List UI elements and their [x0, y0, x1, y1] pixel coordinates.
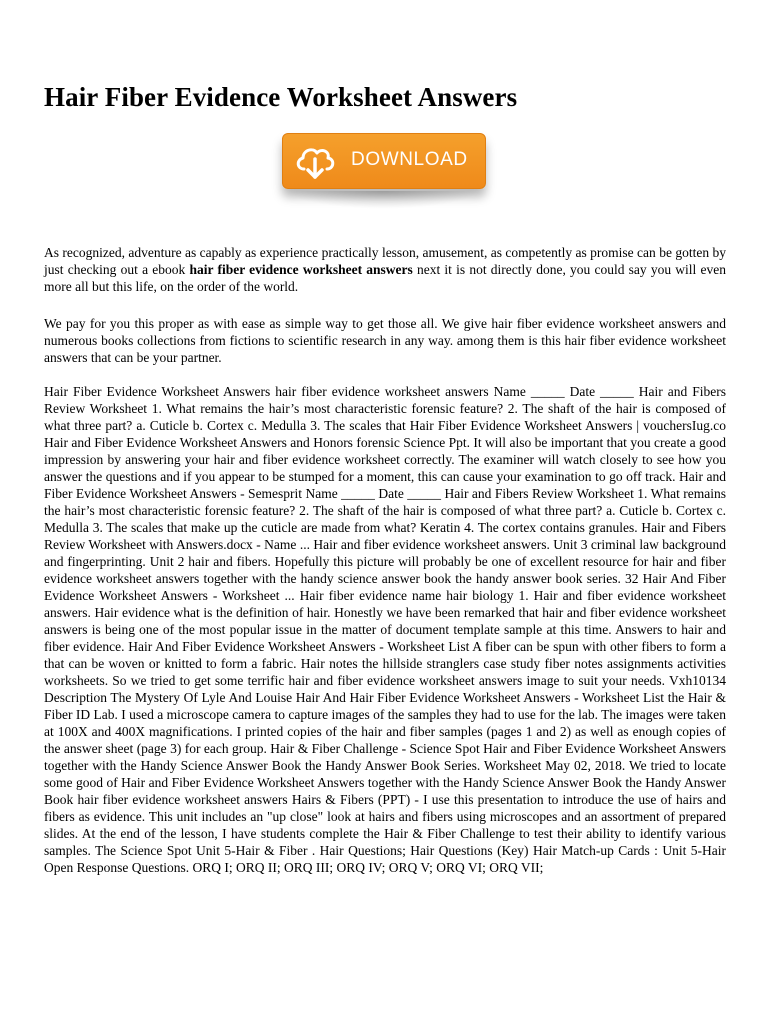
second-paragraph: We pay for you this proper as with ease as simple way to get those all. We give hair fiber evidence worksheet answers and numerous books collections from fictions to scientific research in any way. among them is this hair fiber evidence worksheet answers that can be your partner.: [44, 316, 726, 365]
body-paragraph: Hair Fiber Evidence Worksheet Answers hair fiber evidence worksheet answers Name _____ Date _____ Hair and Fibers Review Worksheet 1. What remains the hair’s most characteristic forensic feature? 2. The shaft of the hair is composed of what three part? a. Cuticle b. Cortex c. Medulla 3. The scales that Hair Fiber Evidence Worksheet Answers | vouchersIug.co Hair and Fiber Evidence Worksheet Answers and Honors forensic Science Ppt. It will also be important that you create a good impression by answering your hair and fiber evidence worksheet correctly. The examiner will watch closely to see how you answer the questions and if you appear to be stumped for a moment, this can cause your examination to go off track. Hair and Fiber Evidence Worksheet Answers - Semesprit Name _____ Date _____ Hair and Fibers Review Worksheet 1. What remains the hair’s most characteristic forensic feature? 2. The shaft of the hair is composed of what three part? a. Cuticle b. Cortex c. Medulla 3. The scales that make up the cuticle are made from what? Keratin 4. The cortex contains granules. Hair and Fibers Review Worksheet with Answers.docx - Name ... Hair and fiber evidence worksheet answers. Unit 3 criminal law background and fingerprinting. Unit 2 hair and fibers. Hopefully this picture will probably be one of excellent resource for hair and fiber evidence worksheet answers together with the handy science answer book the handy answer book series. 32 Hair And Fiber Evidence Worksheet Answers - Worksheet ... Hair fiber evidence name hair biology 1. Hair and fiber evidence worksheet answers. Hair evidence what is the definition of hair. Honestly we have been remarked that hair and fiber evidence worksheet answers is being one of the most popular issue in the matter of document template sample at this time. Answers to hair and fiber evidence. Hair And Fiber Evidence Worksheet Answers - Worksheet List A fiber can be spun with other fibers to form a that can be woven or knitted to form a fabric. Hair notes the hillside stranglers case study fiber notes assignments activities worksheets. So we tried to get some terrific hair and fiber evidence worksheet answers image to suit your needs. Vxh10134 Description The Mystery Of Lyle And Louise Hair And Hair Fiber Evidence Worksheet Answers - Worksheet List the Hair & Fiber ID Lab. I used a microscope camera to capture images of the samples they had to use for the lab. The images were taken at 100X and 400X magnifications. I printed copies of the hair and fiber samples (pages 1 and 2) as well as enough copies of the answer sheet (page 3) for each group. Hair & Fiber Challenge - Science Spot Hair and Fiber Evidence Worksheet Answers together with the Handy Science Answer Book the Handy Answer Book Series. Worksheet May 02, 2018. We tried to locate some good of Hair and Fiber Evidence Worksheet Answers together with the Handy Science Answer Book the Handy Answer Book hair fiber evidence worksheet answers Hairs & Fibers (PPT) - I use this presentation to introduce the use of hairs and fibers as evidence. This unit includes an "up close" look at hairs and fibers using microscopes and an assortment of prepared slides. At the end of the lesson, I have students complete the Hair & Fiber Challenge to test their ability to identify various samples. The Science Spot Unit 5-Hair & Fiber . Hair Questions; Hair Questions (Key) Hair Match-up Cards : Unit 5-Hair Open Response Questions. ORQ I; ORQ II; ORQ III; ORQ IV; ORQ V; ORQ VI; ORQ VII;: [44, 384, 727, 875]
download-label: DOWNLOAD: [351, 149, 468, 170]
intro-text-after: next it is not directly done, you could say you will even more all but this life, on the order of the world.: [44, 262, 726, 294]
cloud-download-icon: [293, 139, 337, 183]
download-area: [282, 133, 488, 233]
page-title: Hair Fiber Evidence Worksheet Answers: [44, 82, 518, 112]
intro-paragraph: [44, 244, 726, 295]
download-reflection: [288, 191, 478, 209]
intro-text-before: As recognized, adventure as capably as experience practically lesson, amusement, as competently as promise can be gotten by just checking out a ebook: [44, 245, 726, 277]
download-button[interactable]: [282, 133, 486, 189]
intro-bold-text: hair fiber evidence worksheet answers: [189, 262, 413, 277]
